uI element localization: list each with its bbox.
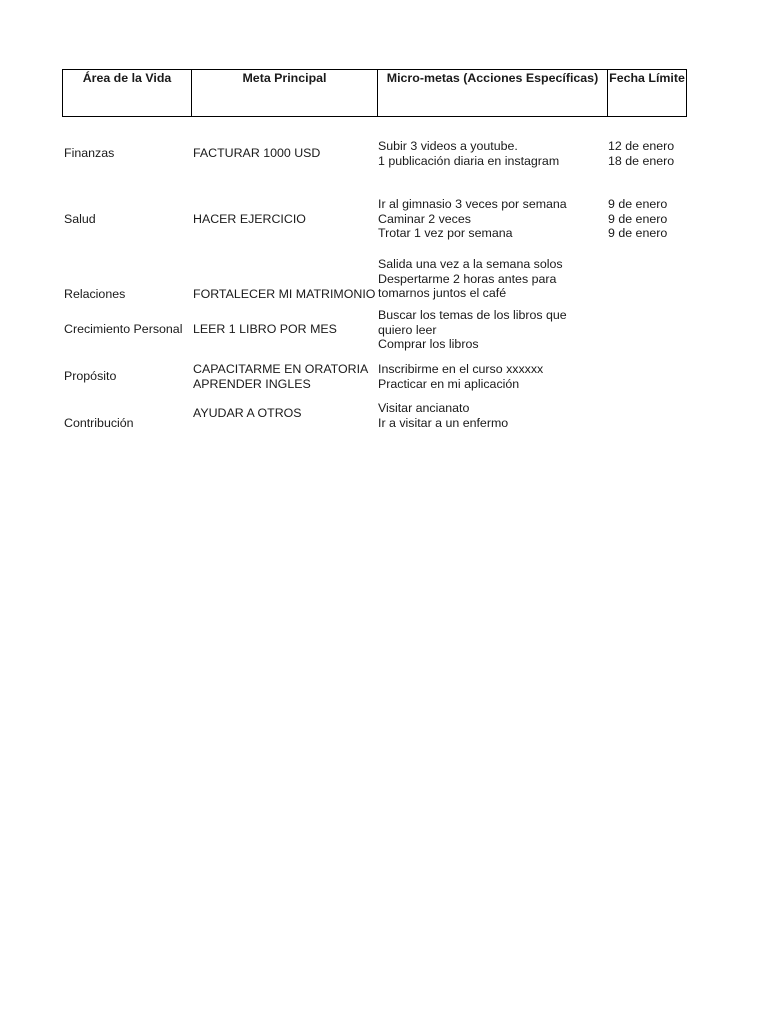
area-cell: Propósito <box>64 369 117 383</box>
header-fecha: Fecha Límite <box>609 71 685 85</box>
meta-line: HACER EJERCICIO <box>193 212 306 226</box>
micro-line: Practicar en mi aplicación <box>378 376 520 391</box>
micro-cell <box>378 308 567 352</box>
meta-cell <box>193 322 337 337</box>
micro-line: Ir a visitar a un enfermo <box>378 415 509 430</box>
area-cell: Relaciones <box>64 287 126 301</box>
micro-cell <box>378 401 508 430</box>
micro-line: Trotar 1 vez por semana <box>378 226 513 241</box>
area-cell: Crecimiento Personal <box>64 322 183 336</box>
micro-line: Despertarme 2 horas antes para <box>378 271 557 286</box>
fecha-cell <box>608 197 667 241</box>
micro-line: Inscribirme en el curso xxxxxx <box>378 362 544 376</box>
micro-cell <box>378 362 543 391</box>
meta-line: AYUDAR A OTROS <box>193 406 302 420</box>
fecha-cell <box>608 139 674 168</box>
micro-cell <box>378 197 567 241</box>
micro-line: Subir 3 videos a youtube. <box>378 139 518 153</box>
micro-cell <box>378 139 559 168</box>
micro-line: tomarnos juntos el café <box>378 286 507 301</box>
micro-line: Caminar 2 veces <box>378 211 471 226</box>
fecha-line: 18 de enero <box>608 153 675 168</box>
micro-line: Visitar ancianato <box>378 401 470 415</box>
micro-cell <box>378 257 563 301</box>
area-cell: Contribución <box>64 416 134 430</box>
fecha-line: 9 de enero <box>608 226 668 241</box>
area-cell: Finanzas <box>64 146 115 160</box>
meta-cell <box>193 146 320 161</box>
table-header <box>62 69 687 117</box>
fecha-line: 12 de enero <box>608 139 675 153</box>
meta-line: FACTURAR 1000 USD <box>193 146 321 160</box>
header-area: Área de la Vida <box>63 70 192 116</box>
meta-line: APRENDER INGLES <box>193 376 311 391</box>
header-micro: Micro-metas (Acciones Específicas) <box>378 70 608 116</box>
meta-cell <box>193 212 306 227</box>
meta-cell <box>193 406 302 421</box>
micro-line: Salida una vez a la semana solos <box>378 257 563 271</box>
micro-line: Buscar los temas de los libros que <box>378 308 567 322</box>
meta-cell <box>193 287 375 302</box>
meta-cell <box>193 362 368 391</box>
micro-line: Comprar los libros <box>378 337 479 352</box>
meta-line: FORTALECER MI MATRIMONIO <box>193 287 376 301</box>
header-meta: Meta Principal <box>192 70 378 116</box>
micro-line: 1 publicación diaria en instagram <box>378 153 560 168</box>
fecha-line: 9 de enero <box>608 211 668 226</box>
meta-line: LEER 1 LIBRO POR MES <box>193 322 337 336</box>
fecha-line: 9 de enero <box>608 197 668 211</box>
micro-line: quiero leer <box>378 322 437 337</box>
meta-line: CAPACITARME EN ORATORIA <box>193 362 369 376</box>
area-cell: Salud <box>64 212 96 226</box>
micro-line: Ir al gimnasio 3 veces por semana <box>378 197 567 211</box>
